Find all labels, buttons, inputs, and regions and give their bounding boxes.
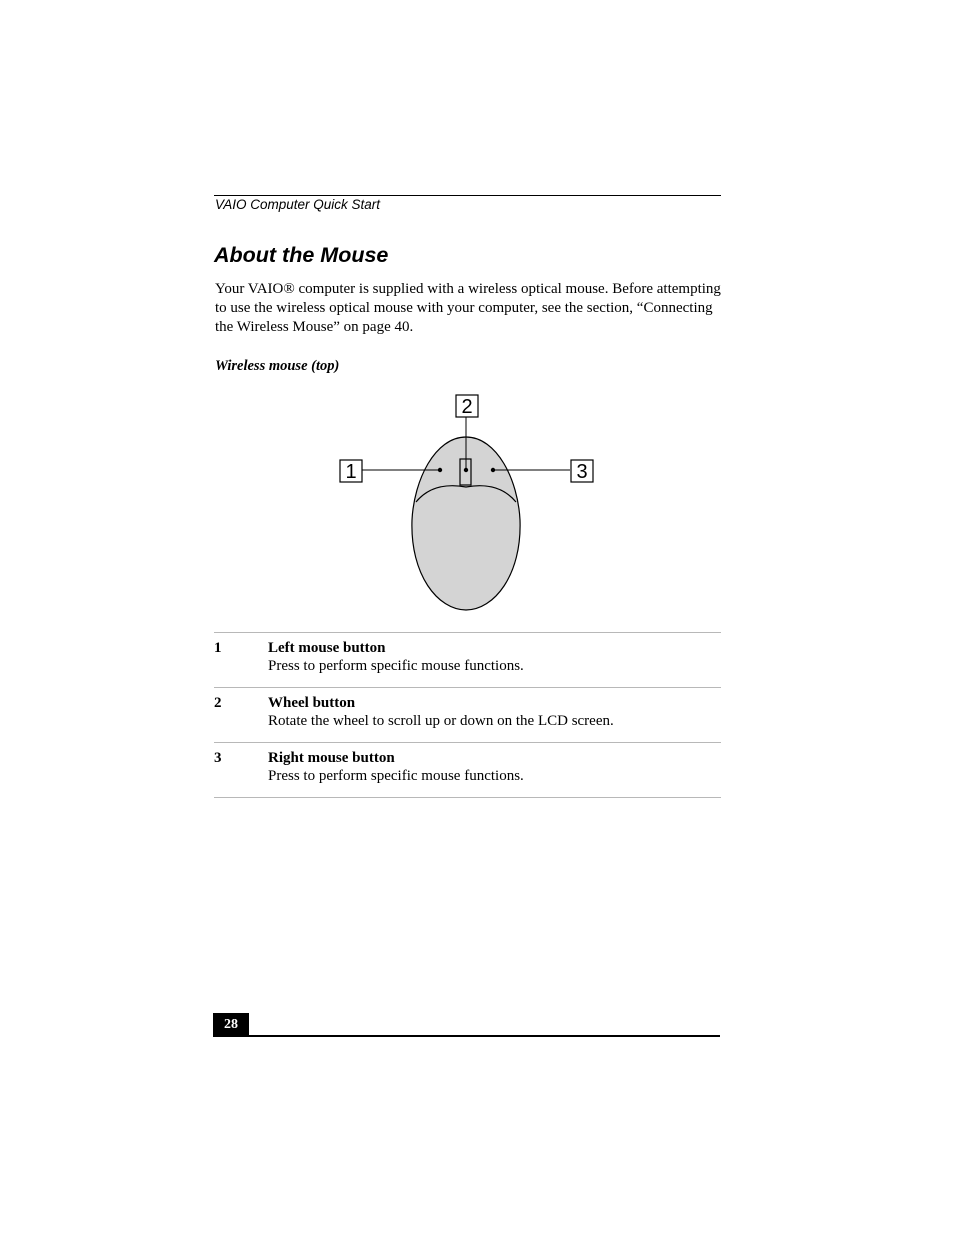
figure-caption: Wireless mouse (top) bbox=[215, 358, 340, 374]
callout-term: Wheel button bbox=[268, 695, 356, 711]
callout-number: 3 bbox=[214, 750, 222, 766]
callout-label-3: 3 bbox=[576, 461, 588, 483]
callout-number: 1 bbox=[214, 640, 222, 656]
callout-number: 2 bbox=[214, 695, 222, 711]
running-head: VAIO Computer Quick Start bbox=[215, 197, 381, 212]
header-rule bbox=[214, 195, 721, 196]
callout-table bbox=[214, 632, 721, 798]
footer-rule bbox=[213, 1035, 720, 1037]
callout-label-2: 2 bbox=[461, 396, 473, 418]
callout-row bbox=[214, 633, 721, 688]
section-title: About the Mouse bbox=[214, 243, 389, 267]
intro-paragraph: Your VAIO® computer is supplied with a wireless optical mouse. Before attempting to use the wireless optical mouse with your computer, see the section, “Connecting the Wireless Mouse” on page 40. bbox=[215, 281, 721, 335]
callout-label-1: 1 bbox=[345, 461, 357, 483]
callout-description: Press to perform specific mouse functions. bbox=[268, 768, 524, 784]
callout-description: Press to perform specific mouse functions. bbox=[268, 658, 524, 674]
page-number: 28 bbox=[213, 1013, 249, 1036]
mouse-illustration bbox=[330, 390, 610, 620]
callout-row bbox=[214, 743, 721, 798]
callout-term: Left mouse button bbox=[268, 640, 386, 656]
callout-description: Rotate the wheel to scroll up or down on the LCD screen. bbox=[268, 713, 614, 729]
callout-term: Right mouse button bbox=[268, 750, 395, 766]
callout-row bbox=[214, 688, 721, 743]
